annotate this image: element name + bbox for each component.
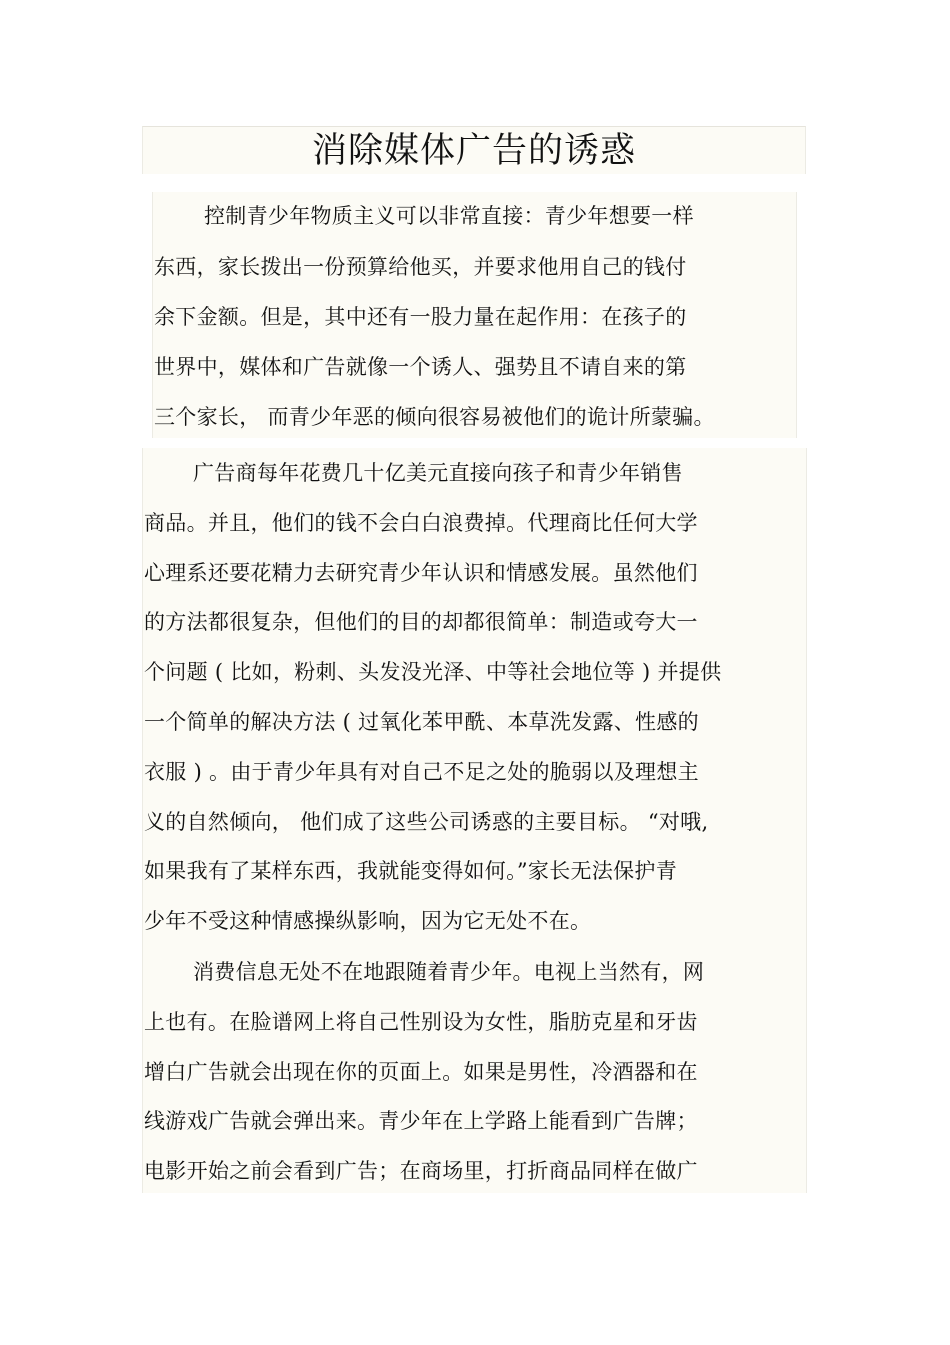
paragraph-1-line-3: 余下金额。但是，其中还有一股力量在起作用：在孩子的 — [154, 305, 687, 329]
paragraph-3-line-2: 上也有。在脸谱网上将自己性别设为女性，脂肪克星和牙齿 — [144, 1010, 698, 1034]
paragraph-3-line-1: 消费信息无处不在地跟随着青少年。电视上当然有，网 — [193, 960, 705, 984]
paragraph-3-line-4: 线游戏广告就会弹出来。青少年在上学路上能看到广告牌； — [144, 1109, 698, 1133]
paragraph-3-line-3: 增白广告就会出现在你的页面上。如果是男性，冷酒器和在 — [144, 1060, 698, 1084]
paragraph-1-line-1: 控制青少年物质主义可以非常直接：青少年想要一样 — [204, 204, 694, 228]
paragraph-1-line-4: 世界中，媒体和广告就像一个诱人、强势且不请自来的第 — [154, 355, 687, 379]
paragraph-2-line-10: 少年不受这种情感操纵影响，因为它无处不在。 — [144, 909, 592, 933]
title-box — [142, 126, 806, 174]
paragraph-2-line-3: 心理系还要花精力去研究青少年认识和情感发展。虽然他们 — [144, 561, 698, 585]
paragraph-2-line-5: 个问题 ( 比如，粉刺、头发没光泽、中等社会地位等 ) 并提供 — [144, 660, 722, 684]
paragraph-2-line-4: 的方法都很复杂，但他们的目的却都很简单：制造或夸大一 — [144, 610, 698, 634]
paragraph-3-line-5: 电影开始之前会看到广告；在商场里，打折商品同样在做广 — [144, 1159, 698, 1183]
paragraph-1-line-5: 三个家长， 而青少年恶的倾向很容易被他们的诡计所蒙骗。 — [154, 405, 715, 429]
paragraph-1-line-2: 东西，家长拨出一份预算给他买，并要求他用自己的钱付 — [154, 255, 687, 279]
paragraph-2-line-8: 义的自然倾向， 他们成了这些公司诱惑的主要目标。 “对哦, — [144, 810, 709, 834]
page-title: 消除媒体广告的诱惑 — [311, 131, 636, 171]
paragraph-2-line-2: 商品。并且，他们的钱不会白白浪费掉。代理商比任何大学 — [144, 511, 698, 535]
paragraph-2-line-7: 衣服 ) 。由于青少年具有对自己不足之处的脆弱以及理想主 — [144, 760, 699, 784]
paragraph-2-line-1: 广告商每年花费几十亿美元直接向孩子和青少年销售 — [193, 461, 683, 485]
paragraph-2-line-9: 如果我有了某样东西，我就能变得如何。”家长无法保护青 — [144, 859, 678, 883]
paragraph-2-line-6: 一个简单的解决方法 ( 过氧化苯甲酰、本草洗发露、性感的 — [144, 710, 699, 734]
